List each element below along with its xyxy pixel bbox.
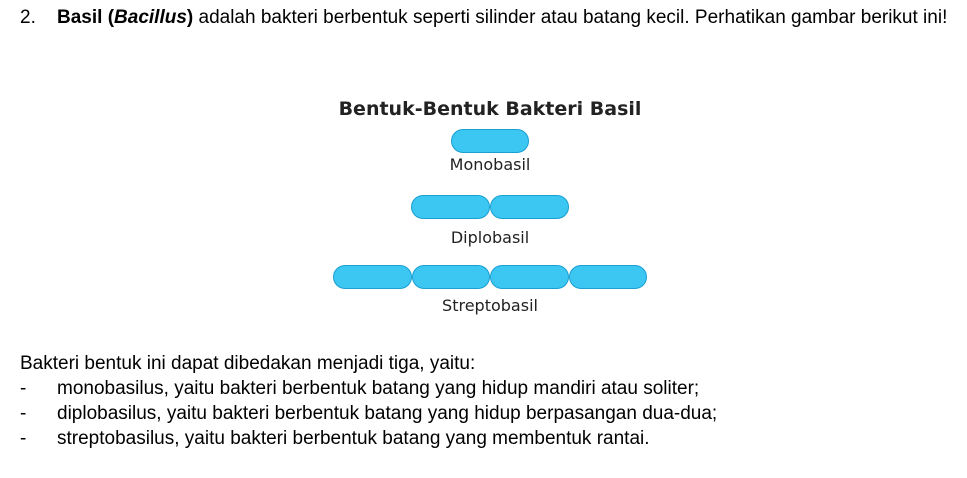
question-block	[20, 5, 958, 30]
monobasil-label: Monobasil	[449, 155, 531, 174]
diplobasil-cell	[490, 195, 569, 219]
list-item-text: diplobasilus, yaitu bakteri berbentuk batang yang hidup berpasangan dua-dua;	[57, 403, 718, 424]
streptobasil-cell	[412, 265, 490, 289]
streptobasil-cell	[569, 265, 647, 289]
question-sentence: adalah bakteri berbentuk seperti silinder atau batang kecil. Perhatikan gambar berikut ini!	[193, 7, 948, 28]
monobasil-cell	[451, 129, 529, 153]
diplobasil-cell	[411, 195, 490, 219]
list-dash: -	[20, 378, 27, 399]
explanation-block	[20, 351, 950, 451]
list-item-text: monobasilus, yaitu bakteri berbentuk batang yang hidup mandiri atau soliter;	[57, 378, 700, 399]
list-item	[20, 426, 950, 451]
question-paragraph	[57, 5, 958, 30]
term-bold: Basil (Bacillus)	[57, 7, 194, 28]
streptobasil-label: Streptobasil	[442, 296, 538, 315]
term: Basil	[57, 7, 103, 28]
list-item	[20, 376, 950, 401]
list-dash: -	[20, 428, 27, 449]
list-item-text: streptobasilus, yaitu bakteri berbentuk batang yang membentuk rantai.	[57, 428, 650, 449]
streptobasil-cell	[333, 265, 412, 289]
bacteria-figure	[300, 95, 680, 325]
list-dash: -	[20, 403, 27, 424]
latin-name: Bacillus	[114, 7, 187, 28]
figure-title: Bentuk-Bentuk Bakteri Basil	[338, 98, 642, 120]
question-number: 2.	[20, 7, 36, 28]
explanation-intro: Bakteri bentuk ini dapat dibedakan menjadi tiga, yaitu:	[20, 353, 476, 374]
streptobasil-cell	[490, 265, 569, 289]
list-item	[20, 401, 950, 426]
diplobasil-label: Diplobasil	[450, 228, 530, 247]
